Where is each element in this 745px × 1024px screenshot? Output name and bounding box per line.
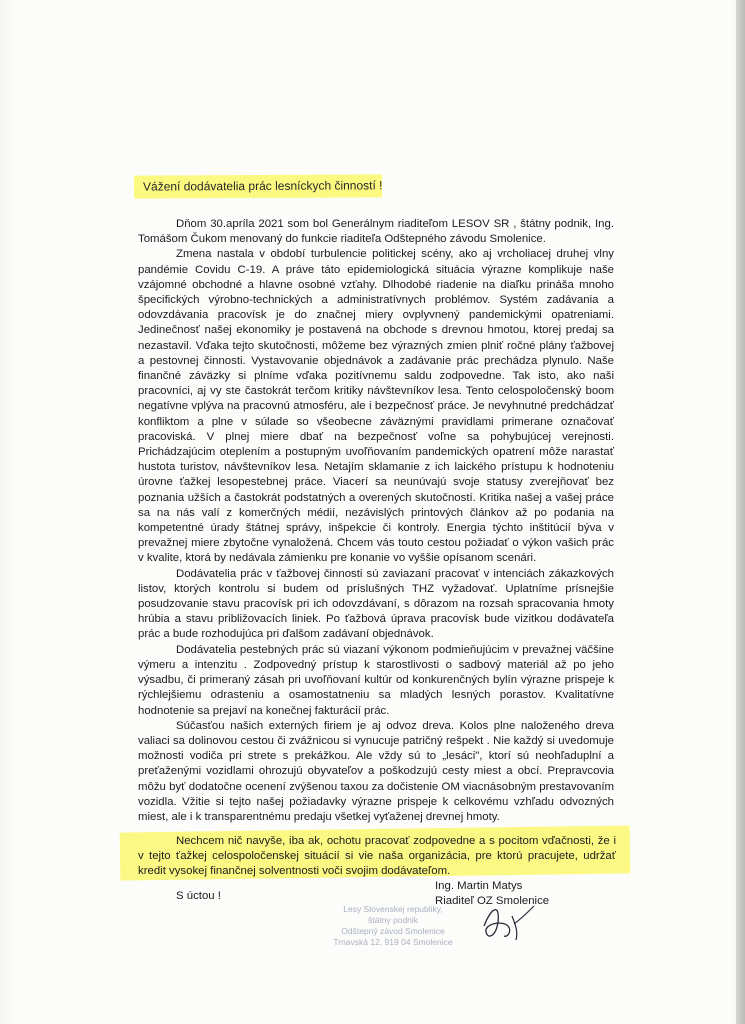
paragraph-wood-transport: Súčasťou našich externých firiem je aj odvoz dreva. Kolos plne naloženého dreva valiaci sa dolinovou cestou či zvážnicou si vynucuje patričný rešpekt . Nie každý si uvedomuje možnosti vodiča pri strete s prekážkou. Ale vždy sú to „lesáci", ktorí sú neohľaduplní a preťaženými vozidlami ohrozujú obyvateľov a poškodzujú cesty miest a obcí. Prepravcovia môžu byť dodatočne ocenení zvýšenou taxou za dočistenie OM viacnásobným prestavovaním vozidla. Vžitie si tejto našej požiadavky výrazne prispeje k celkovému vzhľadu odvozných miest, ale i k transparentnému predaju všetkej vyťaženej drevnej hmoty. — [138, 719, 614, 823]
letter-body — [138, 217, 614, 825]
closing-block — [138, 834, 616, 880]
salutation-highlight — [134, 174, 382, 198]
paragraph-situation: Zmena nastala v období turbulencie politickej scény, ako aj vrcholiacej druhej vlny pandémie Covidu C-19. A práve táto epidemiologická situácia výrazne komplikuje naše vzájomné obchodné a hlavne osobné vzťahy. Dlhodobé riadenie na diaľku prináša mnoho špecifických výrobno-technických a administratívnych problémov. Systém zadávania a odovzdávania pracovísk je do značnej miery ovplyvnený pandemickými opatreniami. Jedinečnosť našej ekonomiky je postavená na obchode s drevnou hmotou, ktorej predaj sa nezastavil. Vďaka tejto skutočnosti, môžeme bez výrazných zmien plniť ročné plány ťažbovej a pestovnej činnosti. Vystavovanie objednávok a zadávanie prác prechádza plynulo. Naše finančné záväzky si plníme vďaka pozitívnemu saldu zodpovedne. Tak isto, ako naši pracovníci, aj vy ste častokrát terčom kritiky návštevníkov lesa. Tento celospoločenský boom negatívne vplýva na pracovnú atmosféru, ale i bezpečnosť práce. Je nevyhnutné predchádzať konfliktom a plne v súlade so všeobecne záväznými pravidlami primerane označovať pracoviská. V plnej miere dbať na bezpečnosť voľne sa pohybujúcej verejnosti. Prichádzajúcim oteplením a postupným uvoľňovaním pandemických opatrení môže narastať hustota turistov, návštevníkov lesa. Netajím sklamanie z ich laického prístupu k hodnoteniu úrovne ťažkej lesopestebnej práce. Viacerí sa neunúvajú svoje statusy zverejňovať bez poznania užších a častokrát podstatných a overených skutočností. Kritika našej a vašej práce sa na nás valí z komerčných médií, nezávislých printových článkov až po podania na kompetentné úrady štátnej správy, inšpekcie či kontroly. Energia týchto inštitúcií býva v prevažnej miere zbytočne vynaložená. Chcem vás touto cestou požiadať o výkon vašich prác v kvalite, ktorá by nedávala zámienku pre konanie vo vyššie opísanom scenári. — [138, 248, 614, 565]
closing-paragraph: Nechcem nič navyše, iba ak, ochotu pracovať zodpovedne a s pocitom vďačnosti, že i v tejto ťažkej celospoločenskej situácií si vie naša organizácia, pre ktorú pracujete, udržať kredit vysokej finančnej solventnosti voči svojim dodávateľom. — [138, 835, 616, 878]
stamp-line: Lesy Slovenskej republiky, — [343, 904, 443, 914]
paragraph-cultivation-suppliers: Dodávatelia pestebných prác sú viazaní výkonom podmieňujúcim v prevažnej väčšine výmeru a intenzitu . Zodpovedný prístup k starostlivosti o sadbový materiál až po jeho výsadbu, či primeraný zásah pri uvoľňovaní kultúr od konkurenčných bylín výrazne prispeje k rýchlejšiemu odrasteniu a osamostatneniu sa mladých lesných porastov. Kvalitatívne hodnotenie sa prejaví na konečnej fakturácií prác. — [138, 643, 614, 717]
stamp-line: štátny podnik — [367, 915, 419, 925]
scan-edge — [736, 0, 745, 1024]
stamp-line: Trnavská 12, 919 04 Smolenice — [333, 937, 453, 947]
signatory-name: Ing. Martin Matys — [435, 880, 523, 892]
company-stamp — [327, 904, 459, 948]
signatory-title: Riaditeľ OZ Smolenice — [435, 895, 550, 907]
paragraph-intro: Dňom 30.apríla 2021 som bol Generálnym riaditeľom LESOV SR , štátny podnik, Ing. Tomášom Čukom menovaný do funkcie riaditeľa Odštepného závodu Smolenice. — [138, 218, 614, 246]
paragraph-harvest-suppliers: Dodávatelia prác v ťažbovej činnosti sú zaviazaní pracovať v intenciách zákazkových listov, ktorých kontrolu si budem od príslušných THZ vyžadovať. Uplatníme prísnejšie posudzovanie stavu pracovísk pri ich odovzdávaní, s dôrazom na rozsah spracovania hmoty hrúbia a stavu približovacích liniek. Po ťažbová úprava pracovísk bude vizitkou dodávateľa prác a bude rozhodujúca pri ďalšom zadávaní objednávok. — [138, 567, 614, 641]
handwritten-signature — [478, 896, 548, 944]
salutation: Vážení dodávatelia prác lesníckych činností ! — [142, 178, 383, 194]
regards: S úctou ! — [176, 890, 221, 902]
stamp-line: Odštepný závod Smolenice — [341, 926, 445, 936]
